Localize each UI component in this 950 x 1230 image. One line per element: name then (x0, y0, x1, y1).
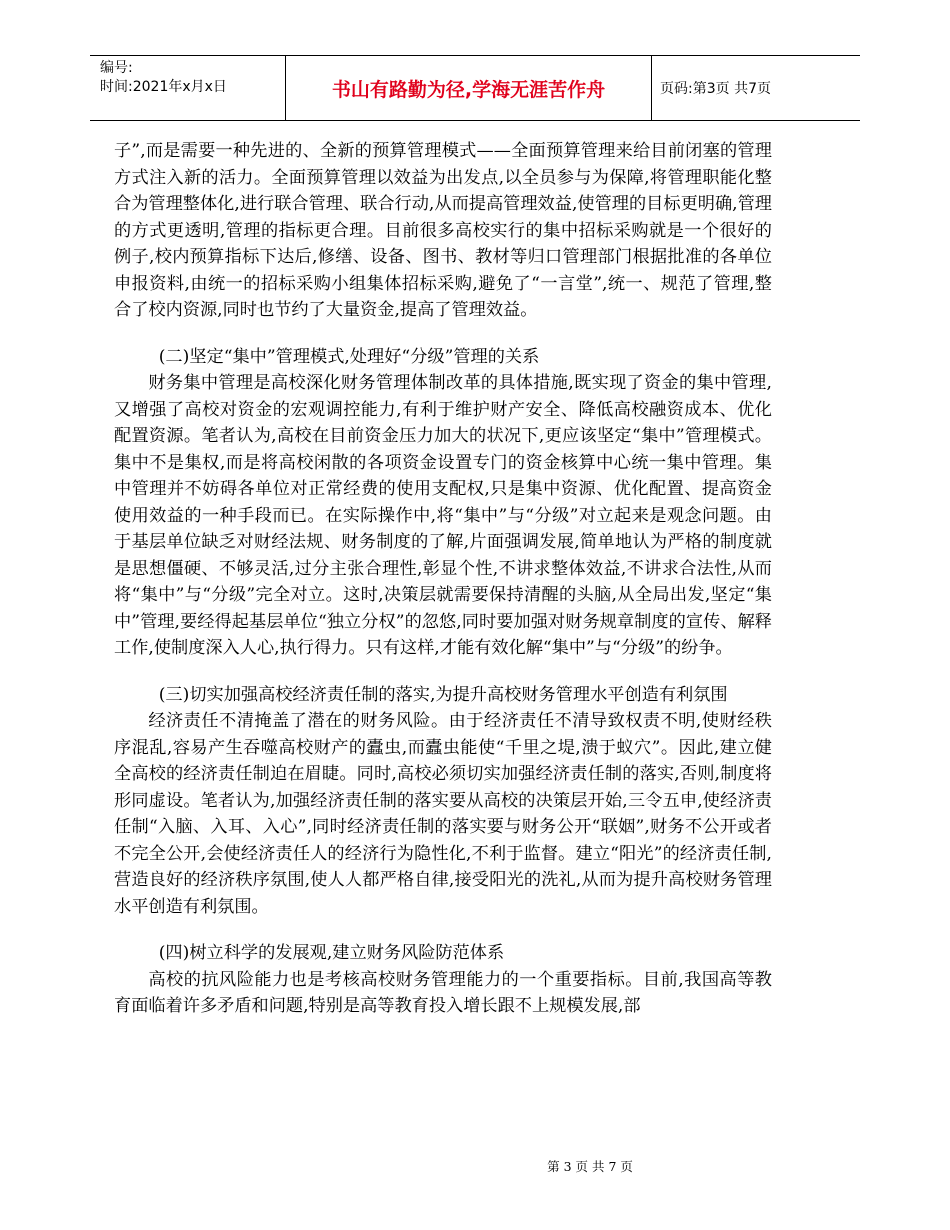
body-paragraph: 高校的抗风险能力也是考核高校财务管理能力的一个重要指标。目前,我国高等教育面临着许多矛盾和问题,特别是高等教育投入增长跟不上规模发展,部 (114, 969, 772, 1016)
page-header (90, 55, 860, 121)
body-paragraph: 子”,而是需要一种先进的、全新的预算管理模式——全面预算管理来给目前闭塞的管理方式注入新的活力。全面预算管理以效益为出发点,以全员参与为保障,将管理职能化整合为管理整体化,进行联合管理、联合行动,从而提高管理效益,使管理的目标更明确,管理的方式更透明,管理的指标更合理。目前很多高校实行的集中招标采购就是一个很好的例子,校内预算指标下达后,修缮、设备、图书、教材等归口管理部门根据批准的各单位申报资料,由统一的招标采购小组集体招标采购,避免了“一言堂”,统一、规范了管理,整合了校内资源,同时也节约了大量资金,提高了管理效益。 (114, 141, 772, 320)
document-body (114, 138, 772, 1020)
document-number-label: 编号: (100, 60, 133, 76)
header-motto: 书山有路勤为径,学海无涯苦作舟 (286, 56, 652, 120)
document-time-label: 时间:2021年x月x日 (100, 79, 227, 95)
body-paragraph: 财务集中管理是高校深化财务管理体制改革的具体措施,既实现了资金的集中管理,又增强了高校对资金的宏观调控能力,有利于维护财产安全、降低高校融资成本、优化配置资源。笔者认为,高校在目前资金压力加大的状况下,更应该坚定“集中”管理模式。集中不是集权,而是将高校闲散的各项资金设置专门的资金核算中心统一集中管理。集中管理并不妨碍各单位对正常经费的使用支配权,只是集中资源、优化配置、提高资金使用效益的一种手段而已。在实际操作中,将“集中”与“分级”对立起来是观念问题。由于基层单位缺乏对财经法规、财务制度的了解,片面强调发展,简单地认为严格的制度就是思想僵硬、不够灵活,过分主张合理性,彰显个性,不讲求整体效益,不讲求合法性,从而将“集中”与“分级”完全对立。这时,决策层就需要保持清醒的头脑,从全局出发,坚定“集中”管理,要经得起基层单位“独立分权”的忽悠,同时要加强对财务规章制度的宣传、解释工作,使制度深入人心,执行得力。只有这样,才能有效化解“集中”与“分级”的纷争。 (114, 373, 772, 658)
section-heading: (四)树立科学的发展观,建立财务风险防范体系 (158, 943, 505, 963)
section-heading: (三)切实加强高校经济责任制的落实,为提升高校财务管理水平创造有利氛围 (158, 684, 728, 705)
body-paragraph: 经济责任不清掩盖了潜在的财务风险。由于经济责任不清导致权责不明,使财经秩序混乱,容易产生吞噬高校财产的蠹虫,而蠹虫能使“千里之堤,溃于蚁穴”。因此,建立健全高校的经济责任制迫在眉睫。同时,高校必须切实加强经济责任制的落实,否则,制度将形同虚设。笔者认为,加强经济责任制的落实要从高校的决策层开始,三令五申,使经济责任制“入脑、入耳、入心”,同时经济责任制的落实要与财务公开“联姻”,财务不公开或者不完全公开,会使经济责任人的经济行为隐性化,不利于监督。建立“阳光”的经济责任制,营造良好的经济秩序氛围,使人人都严格自律,接受阳光的洗礼,从而为提升高校财务管理水平创造有利氛围。 (114, 711, 772, 917)
header-page-info: 页码:第3页 共7页 (660, 81, 771, 97)
section-heading: (二)坚定“集中”管理模式,处理好“分级”管理的关系 (158, 346, 540, 367)
page-footer: 第 3 页 共 7 页 (547, 1159, 633, 1174)
header-meta-cell (90, 56, 286, 120)
